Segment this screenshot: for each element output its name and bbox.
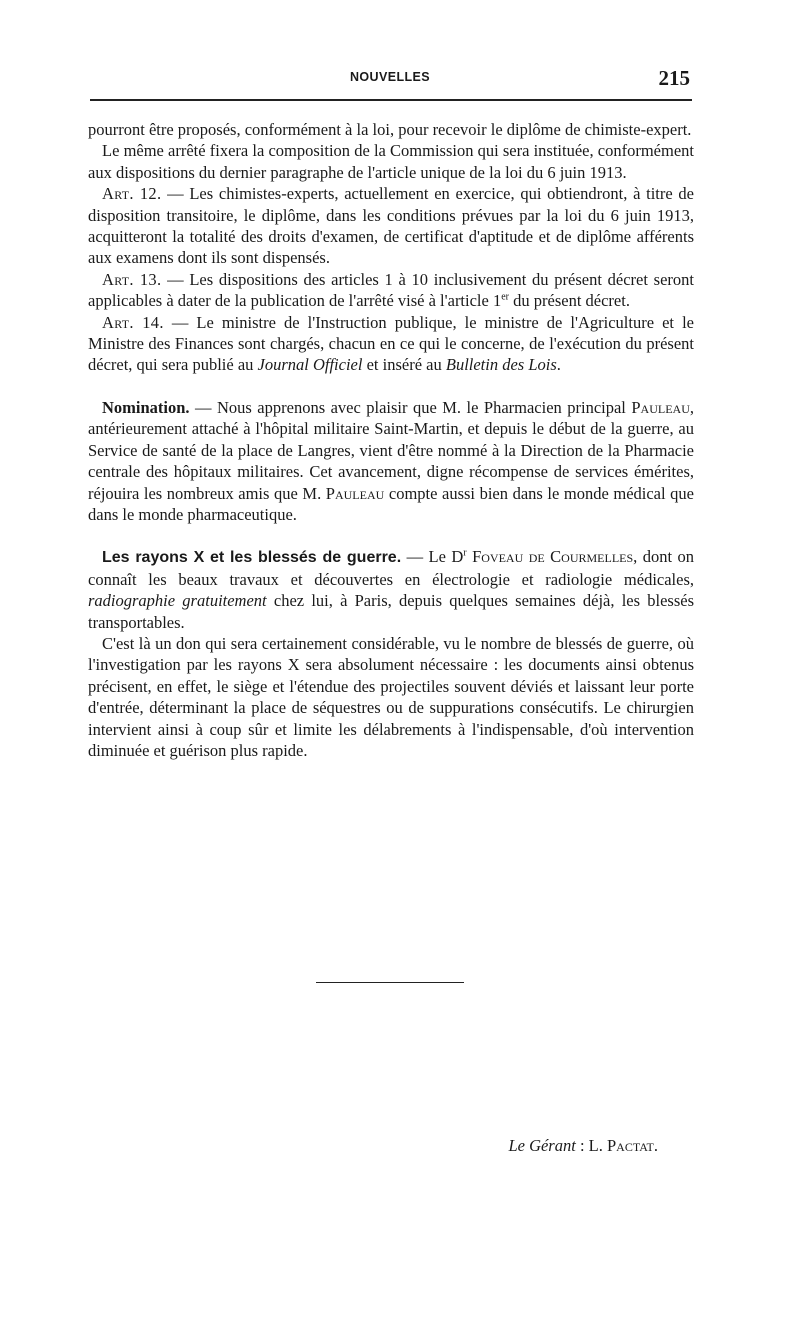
article-14-label: Art. 14.	[102, 312, 164, 332]
article-13-superscript: er	[501, 291, 509, 303]
article-14	[88, 312, 694, 376]
signature-separator: :	[575, 1136, 589, 1155]
rayons-paragraph-2: C'est là un don qui sera certainement considérable, vu le nombre de blessés de guerre, où l'investigation par les rayons X sera absolument nécessaire : les documents ainsi obtenus précisent, en effet, le siège et l'étendue des projectiles souvent déviés et laissant leur porte d'entrée, déterminant la place de séquestres ou de suppurations consécutifs. Le chirurgien intervient ainsi à coup sûr et limite les délabrements à l'indispensable, d'où intervention diminuée et guérison plus rapide.	[88, 633, 694, 760]
rayons-text-a: — Le D	[401, 547, 464, 567]
article-14-end: .	[556, 355, 561, 375]
signature-name: L. Pactat.	[588, 1136, 658, 1155]
end-rule	[316, 982, 464, 983]
nomination-text-a: — Nous apprenons avec plaisir que M. le Pharmacien principal	[189, 397, 632, 417]
rayons-dr-superscript: r	[463, 547, 467, 559]
nomination-heading: Nomination.	[102, 397, 190, 417]
page-header	[90, 66, 690, 96]
journal-officiel: Journal Officiel	[257, 355, 363, 375]
decree-paragraph-2: Le même arrêté fixera la composition de la Commission qui sera instituée, conformément aux dispositions du dernier paragraphe de l'article unique de la loi du 6 juin 1913.	[88, 141, 694, 182]
signature-label: Le Gérant	[508, 1136, 576, 1155]
article-14-text: — Le ministre de l'Instruction publique, le ministre de l'Agriculture et le Ministre des Finances sont chargés, chacun en ce qui le concerne, de l'exécution du présent décret, qui sera publié au	[88, 312, 694, 375]
nomination-paragraph	[88, 397, 694, 525]
nomination-text-b: , antérieurement attaché à l'hôpital militaire Saint-Martin, et depuis le début de la guerre, au Service de santé de la place de Langres, vient d'être nommé à la Direction de la Pharmacie centrale des hôpitaux militaires. Cet avancement, digne récompense de services émérites, réjouira les nombreux amis que M.	[88, 397, 694, 503]
page-number: 215	[658, 66, 690, 90]
page-body	[88, 119, 694, 761]
rayons-heading: Les rayons X et les blessés de guerre.	[102, 549, 402, 567]
article-14-mid: et inséré au	[362, 355, 446, 375]
article-13-text: — Les dispositions des articles 1 à 10 inclusivement du présent décret seront applicables à dater de la publication de l'arrêté visé à l'article 1	[88, 269, 694, 311]
rayons-text-b: , dont on connaît les beaux travaux et découvertes en électrologie et radiologie médicales,	[88, 547, 694, 589]
rayons-paragraph-1	[88, 546, 694, 633]
article-12-label: Art. 12.	[102, 184, 162, 204]
nomination-name-1: Pauleau	[631, 397, 690, 417]
article-12	[88, 183, 694, 269]
article-13-tail: du présent décret.	[509, 291, 630, 311]
article-12-text: — Les chimistes-experts, actuellement en exercice, qui obtiendront, à titre de disposition transitoire, le diplôme, dans les conditions prévues par la loi du 6 juin 1913, acquitteront la totalité des droits d'examen, de certificat d'aptitude et de diplôme afférents aux examens dont ils sont dispensés.	[88, 184, 694, 268]
nomination-text-c: compte aussi bien dans le monde médical que dans le monde pharmaceutique.	[88, 483, 694, 524]
signature	[508, 1136, 658, 1156]
rayons-name: Foveau de Courmelles	[472, 547, 634, 567]
header-rule	[90, 99, 692, 101]
rayons-italic: radiographie gratuitement	[88, 591, 267, 611]
bulletin-des-lois: Bulletin des Lois	[445, 355, 557, 375]
article-13	[88, 269, 694, 312]
rayons-text-c: chez lui, à Paris, depuis quelques semaines déjà, les blessés transportables.	[88, 591, 695, 632]
article-13-label: Art. 13.	[102, 269, 162, 289]
decree-paragraph-1: pourront être proposés, conformément à la loi, pour recevoir le diplôme de chimiste-expert.	[88, 120, 692, 139]
running-title: NOUVELLES	[350, 70, 430, 84]
nomination-name-2: Pauleau	[325, 483, 385, 503]
